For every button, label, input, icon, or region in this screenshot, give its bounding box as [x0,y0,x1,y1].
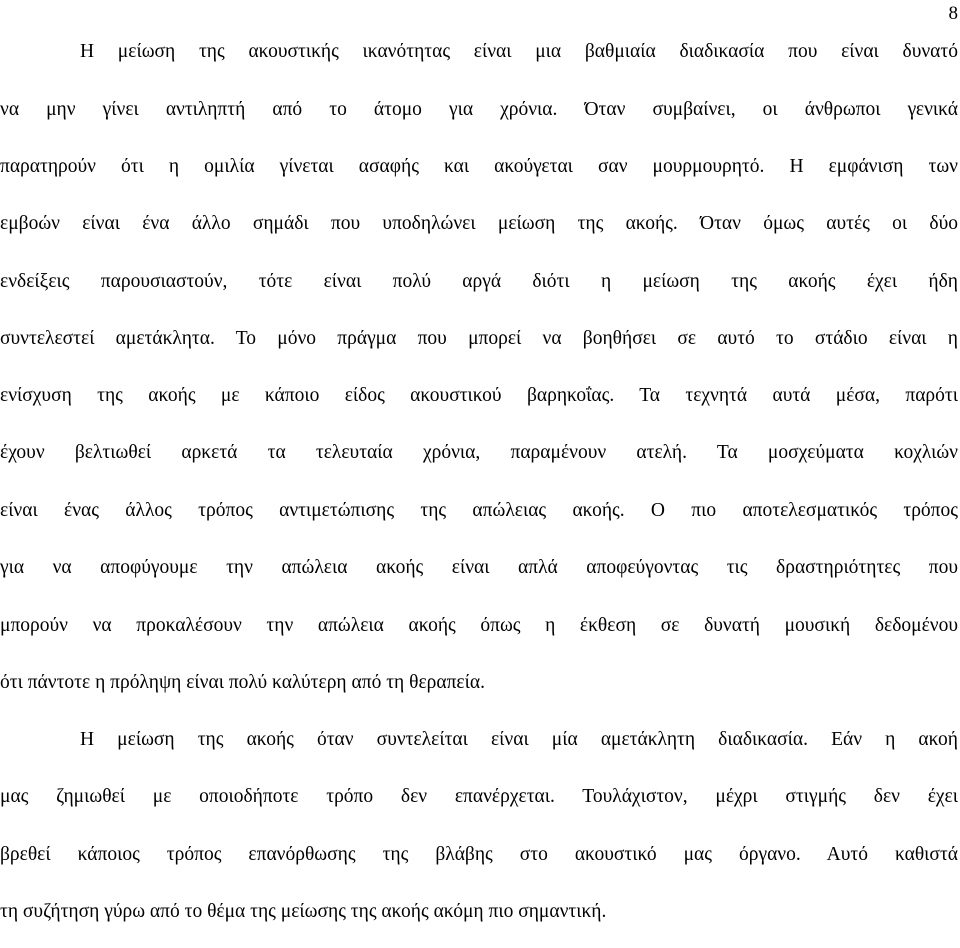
text-line: βρεθεί κάποιος τρόπος επανόρθωσης της βλάβης στο ακουστικό μας όργανο. Αυτό καθιστά [0,844,958,865]
text-line: συντελεστεί αμετάκλητα. Το μόνο πράγμα που μπορεί να βοηθήσει σε αυτό το στάδιο είναι η [0,328,958,349]
text-line: να μην γίνει αντιληπτή από το άτομο για χρόνια. Όταν συμβαίνει, οι άνθρωποι γενικά [0,99,958,120]
text-line: μας ζημιωθεί με οποιοδήποτε τρόπο δεν επανέρχεται. Τουλάχιστον, μέχρι στιγμής δεν έχει [0,786,958,807]
page-number: 8 [948,3,958,24]
text-line: ενίσχυση της ακοής με κάποιο είδος ακουστικού βαρηκοΐας. Τα τεχνητά αυτά μέσα, παρότι [0,385,958,406]
text-line: παρατηρούν ότι η ομιλία γίνεται ασαφής και ακούγεται σαν μουρμουρητό. Η εμφάνιση των [0,156,958,177]
text-line: είναι ένας άλλος τρόπος αντιμετώπισης της απώλειας ακοής. Ο πιο αποτελεσματικός τρόπος [0,500,958,521]
text-line: Η μείωση της ακουστικής ικανότητας είναι μια βαθμιαία διαδικασία που είναι δυνατό [80,41,958,62]
text-line: ενδείξεις παρουσιαστούν, τότε είναι πολύ αργά διότι η μείωση της ακοής έχει ήδη [0,271,958,292]
text-line: Η μείωση της ακοής όταν συντελείται είναι μία αμετάκλητη διαδικασία. Εάν η ακοή [80,729,958,750]
text-line: για να αποφύγουμε την απώλεια ακοής είναι απλά αποφεύγοντας τις δραστηριότητες που [0,557,958,578]
text-line: εμβοών είναι ένα άλλο σημάδι που υποδηλώνει μείωση της ακοής. Όταν όμως αυτές οι δύο [0,213,958,234]
text-line: μπορούν να προκαλέσουν την απώλεια ακοής όπως η έκθεση σε δυνατή μουσική δεδομένου [0,615,958,636]
text-line: τη συζήτηση γύρω από το θέμα της μείωσης της ακοής ακόμη πιο σημαντική. [0,901,607,922]
text-line: έχουν βελτιωθεί αρκετά τα τελευταία χρόνια, παραμένουν ατελή. Τα μοσχεύματα κοχλιών [0,442,958,463]
text-line: ότι πάντοτε η πρόληψη είναι πολύ καλύτερη από τη θεραπεία. [0,672,485,693]
